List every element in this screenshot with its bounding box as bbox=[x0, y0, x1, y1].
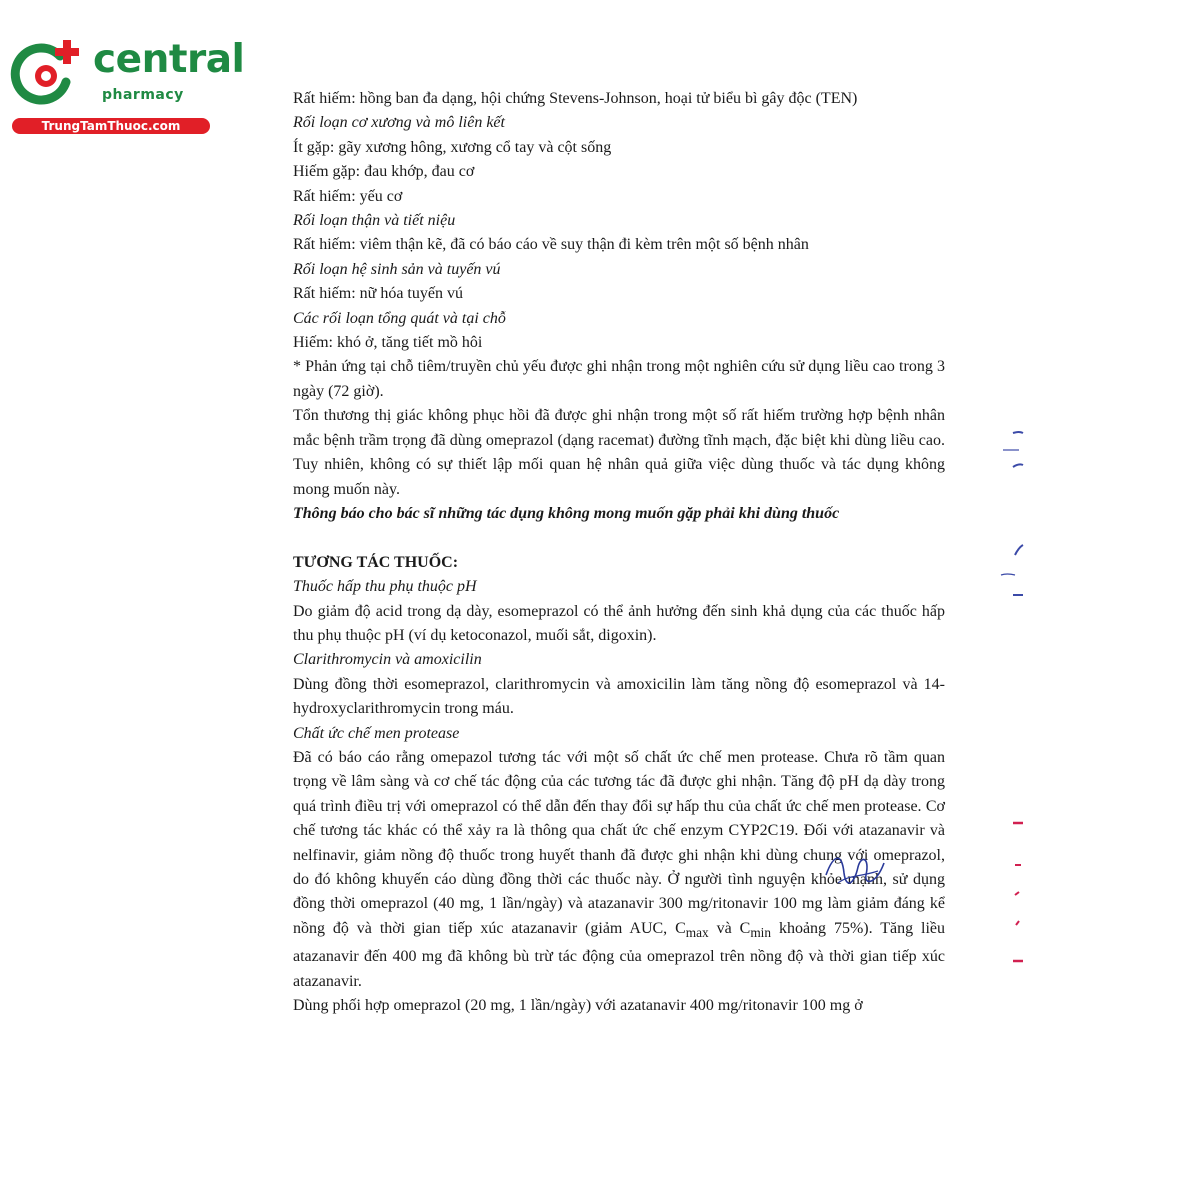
emphasis-note: Thông báo cho bác sĩ những tác dụng không mong muốn gặp phải khi dùng thuốc bbox=[293, 504, 840, 522]
text-run: khoảng 75%). Tăng liều atazanavir đến 400 mg đã không bù trừ tác động của omeprazol trên nồng độ và thời gian tiếp xúc atazanavir. bbox=[293, 919, 945, 990]
text-line: Rất hiếm: hồng ban đa dạng, hội chứng Stevens-Johnson, hoại tử biểu bì gây độc (TEN) bbox=[293, 90, 858, 107]
text-paragraph: Dùng phối hợp omeprazol (20 mg, 1 lần/ngày) với azatanavir 400 mg/ritonavir 100 mg ở bbox=[293, 997, 863, 1015]
text-run: Đã có báo cáo rằng omepazol tương tác với một số chất ức chế men protease. Chưa rõ tầm quan trọng về lâm sàng và cơ chế tác động của các tương tác đã được ghi nhận. Tăng độ pH dạ dày trong quá trình điều trị với omeprazol có thể dẫn đến thay đổi sự hấp thu của chất ức chế men protease. Cơ chế tương tác khác có thể xảy ra là thông qua chất ức chế enzym CYP2C19. Đối với atazanavir và nelfinavir, giảm nồng độ thuốc trong huyết thanh đã được ghi nhận khi dùng chung với omeprazol, do đó không khuyến cáo dùng đồng thời các thuốc này. Ở người tình nguyện khỏe mạnh, sử dụng đồng thời omeprazol (40 mg, 1 lần/ngày) và atazanavir 300 mg/ritonavir 100 mg làm giảm đáng kể nồng độ và thời gian tiếp xúc atazanavir (giảm AUC, C bbox=[293, 748, 945, 937]
text-line: Rất hiếm: viêm thận kẽ, đã có báo cáo về suy thận đi kèm trên một số bệnh nhân bbox=[293, 236, 809, 254]
brand-subtitle: pharmacy bbox=[102, 87, 184, 103]
brand-logo bbox=[10, 37, 245, 138]
subscript-min: min bbox=[750, 924, 772, 940]
section-subheading: Rối loạn hệ sinh sản và tuyến vú bbox=[293, 260, 501, 278]
text-line: Hiếm gặp: đau khớp, đau cơ bbox=[293, 163, 475, 181]
text-paragraph: Tổn thương thị giác không phục hồi đã được ghi nhận trong một số rất hiếm trường hợp bệnh nhân mắc bệnh trầm trọng đã dùng omeprazol (dạng racemat) đường tĩnh mạch, đặc biệt khi dùng liều cao. Tuy nhiên, không có sự thiết lập mối quan hệ nhân quả giữa việc dùng thuốc và tác dụng không mong muốn này. bbox=[293, 407, 945, 498]
text-paragraph: * Phản ứng tại chỗ tiêm/truyền chủ yếu được ghi nhận trong một nghiên cứu sử dụng liều cao trong 3 ngày (72 giờ). bbox=[293, 358, 945, 400]
text-paragraph: Dùng đồng thời esomeprazol, clarithromycin và amoxicilin làm tăng nồng độ esomeprazol và 14-hydroxyclarithromycin trong máu. bbox=[293, 675, 945, 718]
section-subheading: Thuốc hấp thu phụ thuộc pH bbox=[293, 578, 477, 596]
signature-scribble-icon bbox=[820, 845, 890, 895]
brand-url-badge: TrungTamThuoc.com bbox=[12, 118, 210, 134]
text-line: Rất hiếm: nữ hóa tuyến vú bbox=[293, 285, 463, 303]
section-subheading: Chất ức chế men protease bbox=[293, 724, 460, 742]
text-paragraph: Do giảm độ acid trong dạ dày, esomeprazol có thể ảnh hưởng đến sinh khả dụng của các thuốc hấp thu phụ thuộc pH (ví dụ ketoconazol, muối sắt, digoxin). bbox=[293, 602, 945, 644]
text-line: Rất hiếm: yếu cơ bbox=[293, 187, 403, 205]
text-line: Ít gặp: gãy xương hông, xương cổ tay và cột sống bbox=[293, 138, 612, 156]
section-subheading: Các rối loạn tổng quát và tại chỗ bbox=[293, 309, 506, 327]
central-pharmacy-logo-icon bbox=[10, 38, 82, 110]
section-subheading: Rối loạn cơ xương và mô liên kết bbox=[293, 114, 505, 132]
section-heading: TƯƠNG TÁC THUỐC: bbox=[293, 553, 459, 571]
brand-name: central bbox=[93, 37, 245, 82]
section-subheading: Clarithromycin và amoxicilin bbox=[293, 651, 482, 669]
text-run: và C bbox=[708, 919, 751, 937]
subscript-max: max bbox=[685, 924, 709, 940]
text-line: Hiếm: khó ở, tăng tiết mồ hôi bbox=[293, 334, 483, 352]
margin-stamp-marks-icon bbox=[985, 425, 1045, 985]
section-subheading: Rối loạn thận và tiết niệu bbox=[293, 212, 456, 230]
